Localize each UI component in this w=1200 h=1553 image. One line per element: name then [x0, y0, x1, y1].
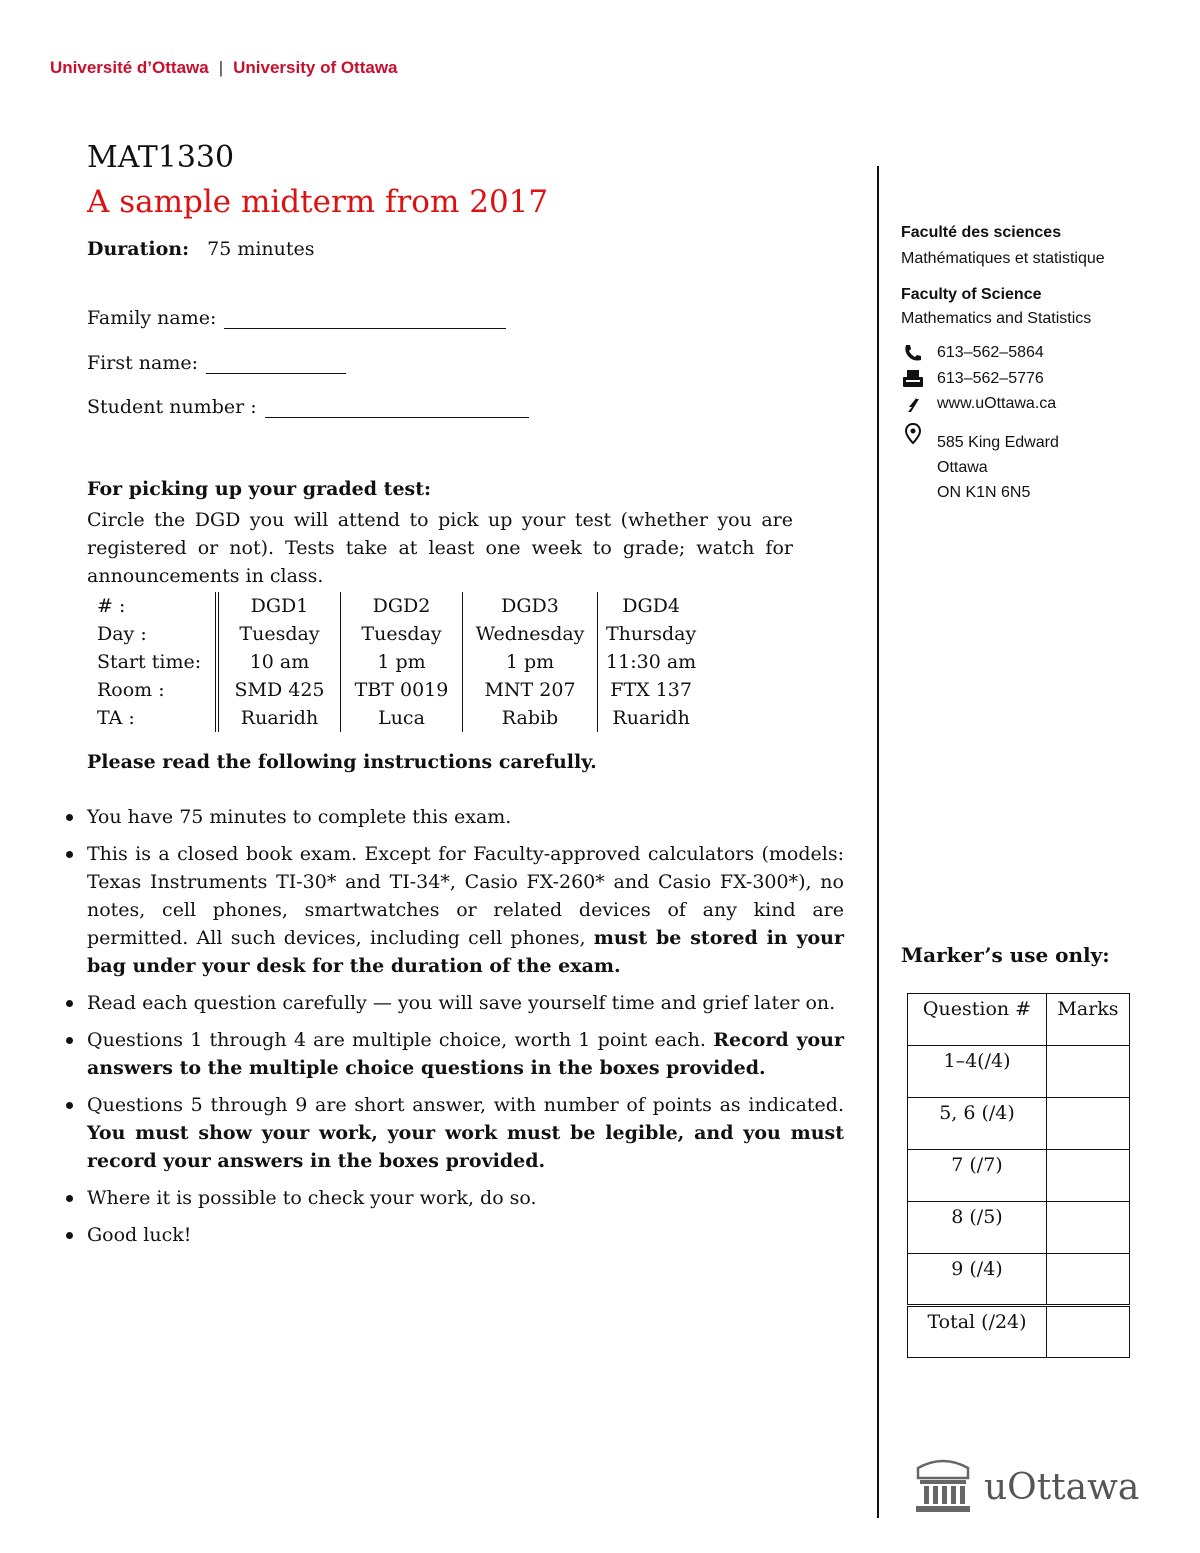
- bullet-icon: [66, 1037, 73, 1044]
- dgd-cell: 1 pm: [341, 648, 463, 676]
- address-line-3: ON K1N 6N5: [937, 484, 1031, 501]
- dgd-cell: SMD 425: [217, 676, 341, 704]
- table-row: [87, 704, 704, 732]
- student-number-label: Student number :: [87, 396, 257, 418]
- building-icon: [914, 1456, 972, 1518]
- pickup-title: For picking up your graded test:: [87, 478, 432, 500]
- question-cell: 8 (/5): [908, 1202, 1047, 1254]
- row-label: Room :: [87, 676, 217, 704]
- course-code: MAT1330: [87, 140, 235, 175]
- bullet-icon: [66, 851, 73, 858]
- table-row: [908, 994, 1130, 1046]
- table-row: [908, 1098, 1130, 1150]
- dgd-cell[interactable]: DGD3: [463, 592, 598, 620]
- list-item: You have 75 minutes to complete this exam.: [60, 803, 844, 831]
- dgd-table: [87, 592, 704, 732]
- question-cell: 7 (/7): [908, 1150, 1047, 1202]
- list-item: Where it is possible to check your work, do so.: [60, 1184, 844, 1212]
- first-name-field[interactable]: [87, 352, 346, 374]
- dgd-cell: Tuesday: [341, 620, 463, 648]
- table-row: [908, 1046, 1130, 1098]
- dgd-cell: Ruaridh: [612, 707, 690, 729]
- table-row: [908, 1254, 1130, 1306]
- dgd-cell: 10 am: [217, 648, 341, 676]
- question-cell: 5, 6 (/4): [908, 1098, 1047, 1150]
- exam-title: A sample midterm from 2017: [87, 184, 549, 220]
- header-separator: |: [218, 58, 224, 77]
- instructions-list: [60, 803, 844, 1258]
- column-header: Marks: [1047, 994, 1130, 1046]
- family-name-line[interactable]: [224, 310, 506, 329]
- table-row: [87, 648, 704, 676]
- total-cell: Total (/24): [908, 1306, 1047, 1358]
- marks-cell[interactable]: [1047, 1254, 1130, 1306]
- first-name-label: First name:: [87, 352, 198, 374]
- marks-table: [907, 993, 1130, 1358]
- dgd-cell[interactable]: DGD2: [341, 592, 463, 620]
- table-row: [908, 1306, 1130, 1358]
- marker-title: Marker’s use only:: [901, 943, 1110, 967]
- table-row: [87, 676, 704, 704]
- dgd-cell: Thursday: [606, 623, 697, 645]
- phone-row: [901, 343, 1044, 363]
- faculty-fr: [901, 224, 1061, 242]
- dgd-cell[interactable]: DGD4: [622, 595, 680, 617]
- total-marks-cell[interactable]: [1047, 1306, 1130, 1358]
- question-cell: 1–4(/4): [908, 1046, 1047, 1098]
- row-label: Start time:: [87, 648, 217, 676]
- phone-icon: [901, 343, 925, 363]
- list-item: Questions 5 through 9 are short answer, with number of points as indicated. You must show your work, your work must be legible, and you must record your answers in the boxes provided.: [60, 1091, 844, 1175]
- list-item: Read each question carefully — you will save yourself time and grief later on.: [60, 989, 844, 1017]
- dgd-cell: Rabib: [463, 704, 598, 732]
- marks-cell[interactable]: [1047, 1202, 1130, 1254]
- row-label: Day :: [87, 620, 217, 648]
- instructions-title: Please read the following instructions carefully.: [87, 751, 597, 773]
- dgd-cell: Tuesday: [217, 620, 341, 648]
- header-english: University of Ottawa: [233, 58, 398, 77]
- dgd-cell: TBT 0019: [341, 676, 463, 704]
- bullet-icon: [66, 1232, 73, 1239]
- family-name-label: Family name:: [87, 307, 217, 329]
- list-item: Questions 1 through 4 are multiple choice, worth 1 point each. Record your answers to the multiple choice questions in the boxes provided.: [60, 1026, 844, 1082]
- duration: [87, 238, 315, 260]
- pickup-text: Circle the DGD you will attend to pick up your test (whether you are registered or not). Tests take at least one week to grade; watch for announcements in class.: [87, 509, 793, 587]
- list-item: This is a closed book exam. Except for Faculty-approved calculators (models: Texas Instruments TI-30* and TI-34*, Casio FX-260* and Casio FX-300*), no notes, cell phones, smartwatches or related devices of any kind are permitted. All such devices, including cell phones, must be stored in your bag under your desk for the duration of the exam.: [60, 840, 844, 980]
- student-number-field[interactable]: [87, 396, 529, 418]
- student-number-line[interactable]: [265, 399, 529, 418]
- header-french: Université d’Ottawa: [50, 58, 209, 77]
- table-row: [908, 1202, 1130, 1254]
- bullet-icon: [66, 1195, 73, 1202]
- table-row: [908, 1150, 1130, 1202]
- bullet-icon: [66, 1000, 73, 1007]
- list-item: Good luck!: [60, 1221, 844, 1249]
- marks-cell[interactable]: [1047, 1098, 1130, 1150]
- first-name-line[interactable]: [206, 355, 346, 374]
- bullet-icon: [66, 814, 73, 821]
- dgd-cell: Luca: [341, 704, 463, 732]
- marks-cell[interactable]: [1047, 1150, 1130, 1202]
- fax-icon: [901, 369, 925, 389]
- family-name-field[interactable]: [87, 307, 506, 329]
- row-label: # :: [87, 592, 217, 620]
- address-line-1: 585 King Edward: [937, 434, 1059, 451]
- dept-fr: Mathématiques et statistique: [901, 250, 1105, 267]
- web-row: [901, 394, 1056, 414]
- website-link[interactable]: www.uOttawa.ca: [937, 395, 1057, 412]
- dept-en: Mathematics and Statistics: [901, 310, 1092, 327]
- bullet-icon: [66, 1102, 73, 1109]
- address: [937, 430, 1059, 505]
- faculty-fr-name: Faculté des sciences: [901, 224, 1062, 241]
- dgd-cell: MNT 207: [463, 676, 598, 704]
- phone-number: 613–562–5864: [937, 344, 1044, 361]
- duration-value: 75 minutes: [207, 238, 315, 260]
- address-row: [901, 424, 937, 444]
- university-header: [50, 58, 398, 78]
- location-pin-icon: [901, 424, 925, 444]
- marks-cell[interactable]: [1047, 1046, 1130, 1098]
- uottawa-logo: [914, 1456, 1139, 1518]
- dgd-cell: 11:30 am: [606, 651, 697, 673]
- table-row: [87, 592, 704, 620]
- duration-label: Duration:: [87, 238, 190, 260]
- question-cell: 9 (/4): [908, 1254, 1047, 1306]
- dgd-cell[interactable]: DGD1: [217, 592, 341, 620]
- dgd-cell: FTX 137: [610, 679, 692, 701]
- faculty-en: [901, 286, 1042, 304]
- column-divider: [877, 166, 879, 1518]
- column-header: Question #: [908, 994, 1047, 1046]
- fax-number: 613–562–5776: [937, 370, 1044, 387]
- dgd-cell: Ruaridh: [217, 704, 341, 732]
- faculty-en-name: Faculty of Science: [901, 286, 1042, 303]
- pointer-icon: [901, 394, 925, 414]
- dgd-cell: 1 pm: [463, 648, 598, 676]
- fax-row: [901, 369, 1044, 389]
- row-label: TA :: [87, 704, 217, 732]
- logo-wordmark: uOttawa: [984, 1466, 1140, 1508]
- table-row: [87, 620, 704, 648]
- dgd-cell: Wednesday: [463, 620, 598, 648]
- address-line-2: Ottawa: [937, 459, 988, 476]
